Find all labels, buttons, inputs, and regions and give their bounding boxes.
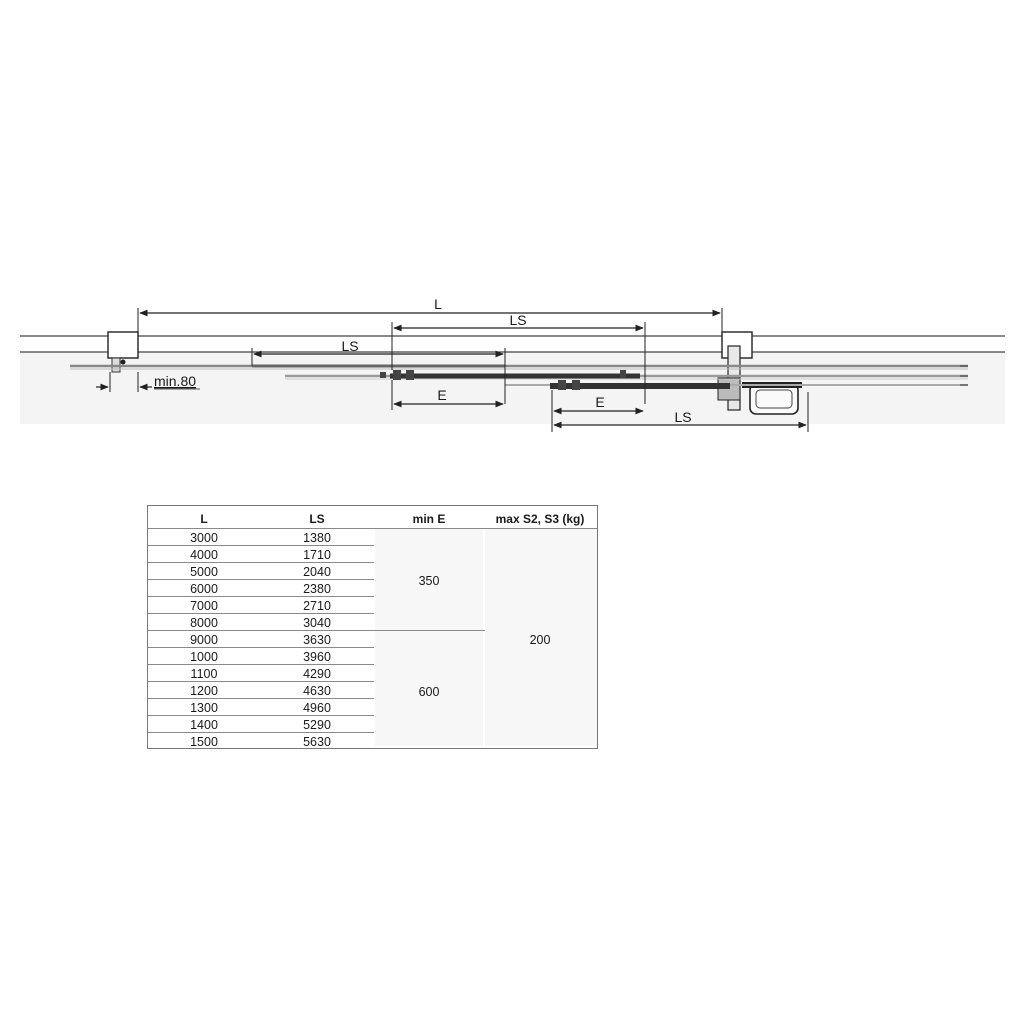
dimension-L bbox=[138, 296, 722, 336]
cell-LS: 1710 bbox=[303, 548, 331, 562]
cell-L: 5000 bbox=[190, 565, 218, 579]
technical-drawing bbox=[0, 0, 1024, 440]
group-rule bbox=[148, 630, 485, 631]
cell-LS: 4960 bbox=[303, 701, 331, 715]
min-e-value-350: 350 bbox=[418, 574, 440, 588]
cell-L: 1200 bbox=[190, 684, 218, 698]
cell-LS: 4290 bbox=[303, 667, 331, 681]
max-load-value: 200 bbox=[529, 633, 551, 647]
cell-L: 1300 bbox=[190, 701, 218, 715]
row-rule bbox=[148, 664, 374, 665]
header-min-e: min E bbox=[412, 512, 446, 526]
cell-LS: 1380 bbox=[303, 531, 331, 545]
row-rule bbox=[148, 647, 374, 648]
dim-E-right-label: E bbox=[595, 394, 605, 410]
cell-L: 4000 bbox=[190, 548, 218, 562]
cell-L: 1100 bbox=[190, 667, 218, 681]
row-rule bbox=[148, 579, 374, 580]
cell-L: 1000 bbox=[190, 650, 218, 664]
cell-LS: 4630 bbox=[303, 684, 331, 698]
cell-LS: 3630 bbox=[303, 633, 331, 647]
specification-table bbox=[147, 505, 598, 749]
cell-L: 3000 bbox=[190, 531, 218, 545]
dim-LS-left-label: LS bbox=[341, 338, 359, 354]
cell-L: 1400 bbox=[190, 718, 218, 732]
row-rule bbox=[148, 732, 374, 733]
dim-L-label: L bbox=[434, 296, 442, 312]
row-rule bbox=[148, 715, 374, 716]
row-rule bbox=[148, 681, 374, 682]
header-max-load: max S2, S3 (kg) bbox=[495, 512, 585, 526]
row-rule bbox=[148, 562, 374, 563]
ceiling-beam bbox=[20, 336, 1005, 352]
header-L: L bbox=[200, 512, 208, 526]
dim-LS-bottom-label: LS bbox=[674, 409, 692, 425]
dim-min80-label: min.80 bbox=[154, 373, 197, 389]
cell-L: 6000 bbox=[190, 582, 218, 596]
cell-LS: 2380 bbox=[303, 582, 331, 596]
dim-LS-top-label: LS bbox=[509, 312, 527, 328]
header-rule bbox=[148, 528, 597, 529]
cell-LS: 3040 bbox=[303, 616, 331, 630]
row-rule bbox=[148, 596, 374, 597]
min-e-shade bbox=[375, 528, 483, 746]
row-rule bbox=[148, 698, 374, 699]
cell-LS: 5290 bbox=[303, 718, 331, 732]
min-e-value-600: 600 bbox=[418, 685, 440, 699]
cell-LS: 2710 bbox=[303, 599, 331, 613]
dim-E-left-label: E bbox=[437, 387, 447, 403]
cell-L: 1500 bbox=[190, 735, 218, 749]
cell-L: 7000 bbox=[190, 599, 218, 613]
row-rule bbox=[148, 613, 374, 614]
header-LS: LS bbox=[309, 512, 325, 526]
cell-L: 8000 bbox=[190, 616, 218, 630]
row-rule bbox=[148, 545, 374, 546]
cell-L: 9000 bbox=[190, 633, 218, 647]
cell-LS: 3960 bbox=[303, 650, 331, 664]
cell-LS: 5630 bbox=[303, 735, 331, 749]
cell-LS: 2040 bbox=[303, 565, 331, 579]
